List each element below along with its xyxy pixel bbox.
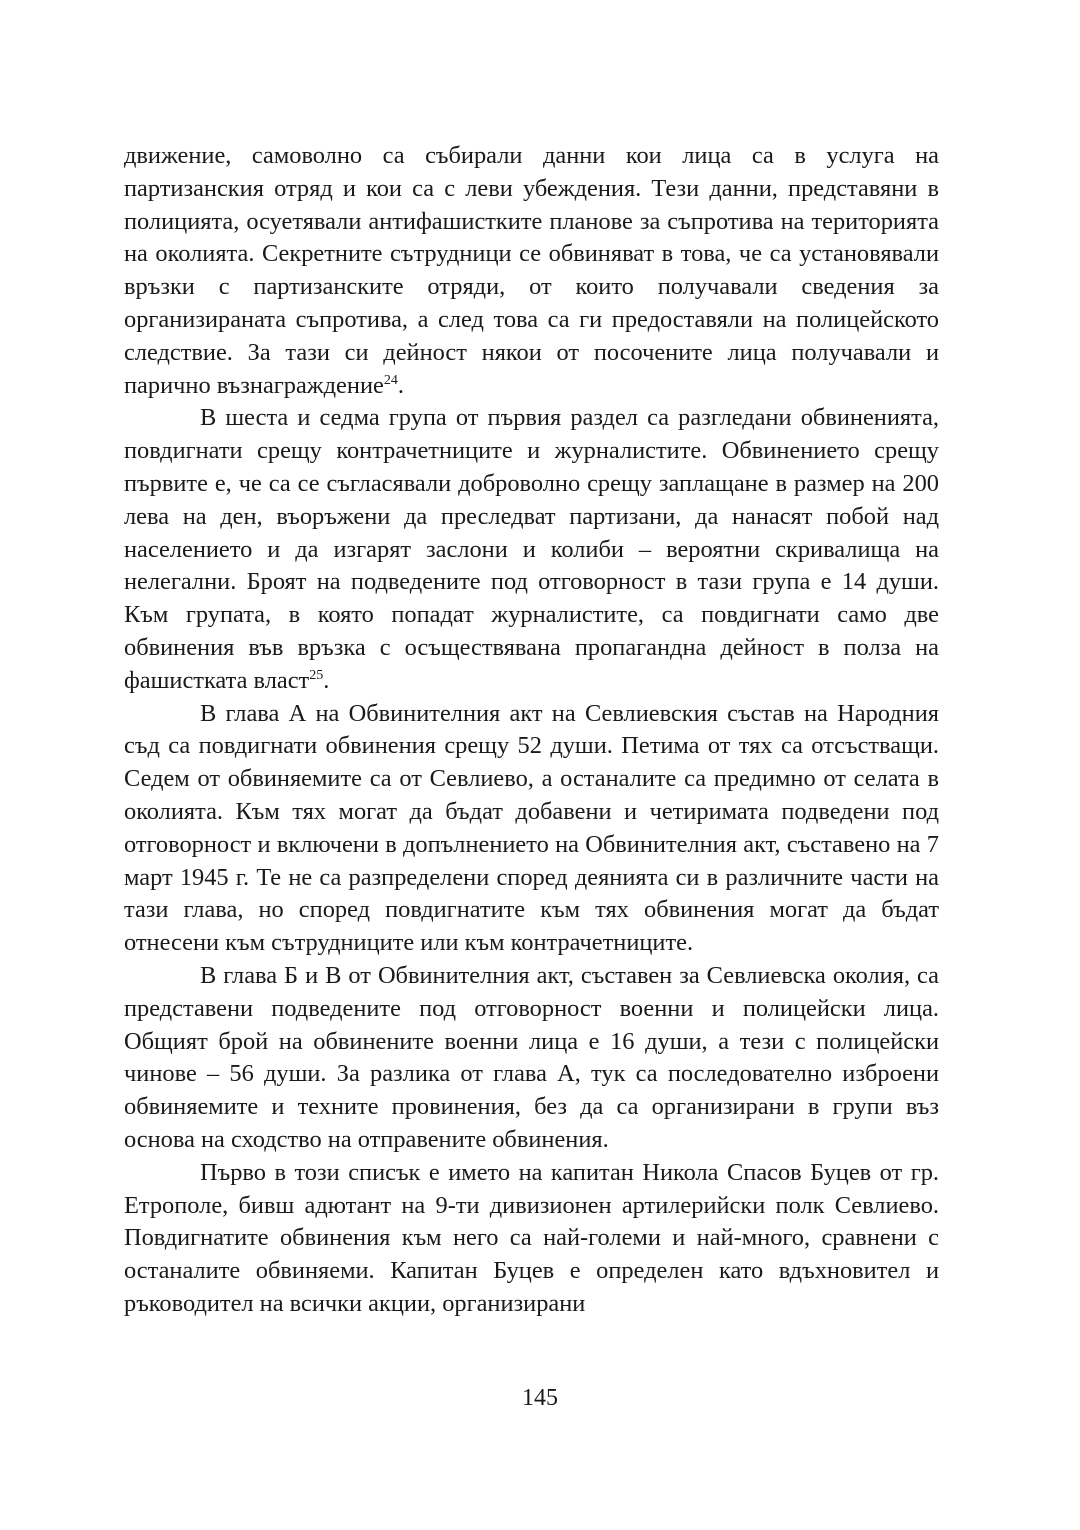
page-number: 145 — [522, 1385, 558, 1411]
paragraph-1 — [124, 140, 939, 402]
paragraph-1-end: . — [397, 371, 404, 399]
body-text — [124, 140, 939, 1321]
paragraph-2-text: В шеста и седма група от първия раздел са разгледани обвиненията, повдигнати срещу контрачетниците и журналистите. Обвинението срещу първите е, че са се съгласявали доброволно срещу заплащане в размер на 200 лева на ден, въоръжени да преследват партизани, да нанасят побой над населението и да изгарят заслони и колиби – вероятни скривалища на нелегални. Броят на подведените под отговорност в тази група е 14 души. Към групата, в която попадат журналистите, са повдигнати само две обвинения във връзка с осъществявана пропагандна дейност в полза на фашистката власт — [124, 404, 939, 694]
paragraph-3-text: В глава А на Обвинителния акт на Севлиевския състав на Народния съд са повдигнати обвинения срещу 52 души. Петима от тях са отсъстващи. Седем от обвиняемите са от Севлиево, а останалите са предимно от селата в околията. Към тях могат да бъдат добавени и четиримата подведени под отговорност и включени в допълнението на Обвинителния акт, съставено на 7 март 1945 г. Те не са разпределени според деянията си в различните части на тази глава, но според повдигнатите към тях обвинения могат да бъдат отнесени към сътрудниците или към контрачетниците. — [124, 699, 939, 957]
footnote-marker-25: 25 — [309, 667, 324, 683]
paragraph-4-text: В глава Б и В от Обвинителния акт, съставен за Севлиевска околия, са представени подведените под отговорност военни и полицейски лица. Общият брой на обвинените военни лица е 16 души, а тези с полицейски чинове – 56 души. За разлика от глава А, тук са последователно изброени обвиняемите и техните провинения, без да са организирани в групи въз основа на сходство на отправените обвинения. — [124, 961, 939, 1153]
paragraph-3 — [124, 698, 939, 960]
paragraph-2 — [124, 402, 939, 697]
paragraph-5 — [124, 1157, 939, 1321]
paragraph-4 — [124, 960, 939, 1157]
paragraph-5-text: Първо в този списък е името на капитан Никола Спасов Буцев от гр. Етрополе, бивш адютант на 9-ти дивизионен артилерийски полк Севлиево. Повдигнатите обвинения към него са най-големи и най-много, сравнени с останалите обвиняеми. Капитан Буцев е определен като вдъхновител и ръководител на всички акции, организирани — [124, 1158, 939, 1317]
footnote-marker-24: 24 — [383, 372, 398, 388]
paragraph-2-end: . — [323, 666, 330, 694]
paragraph-1-text: движение, самоволно са събирали данни кои лица са в услуга на партизанския отряд и кои са с леви убеждения. Тези данни, представяни в полицията, осуетявали антифашистките планове за съпротива на територията на околията. Секретните сътрудници се обвиняват в това, че са установявали връзки с партизанските отряди, от които получавали сведения за организираната съпротива, а след това са ги предоставяли на полицейското следствие. За тази си дейност някои от посочените лица получавали и парично възнаграждение — [124, 142, 939, 399]
